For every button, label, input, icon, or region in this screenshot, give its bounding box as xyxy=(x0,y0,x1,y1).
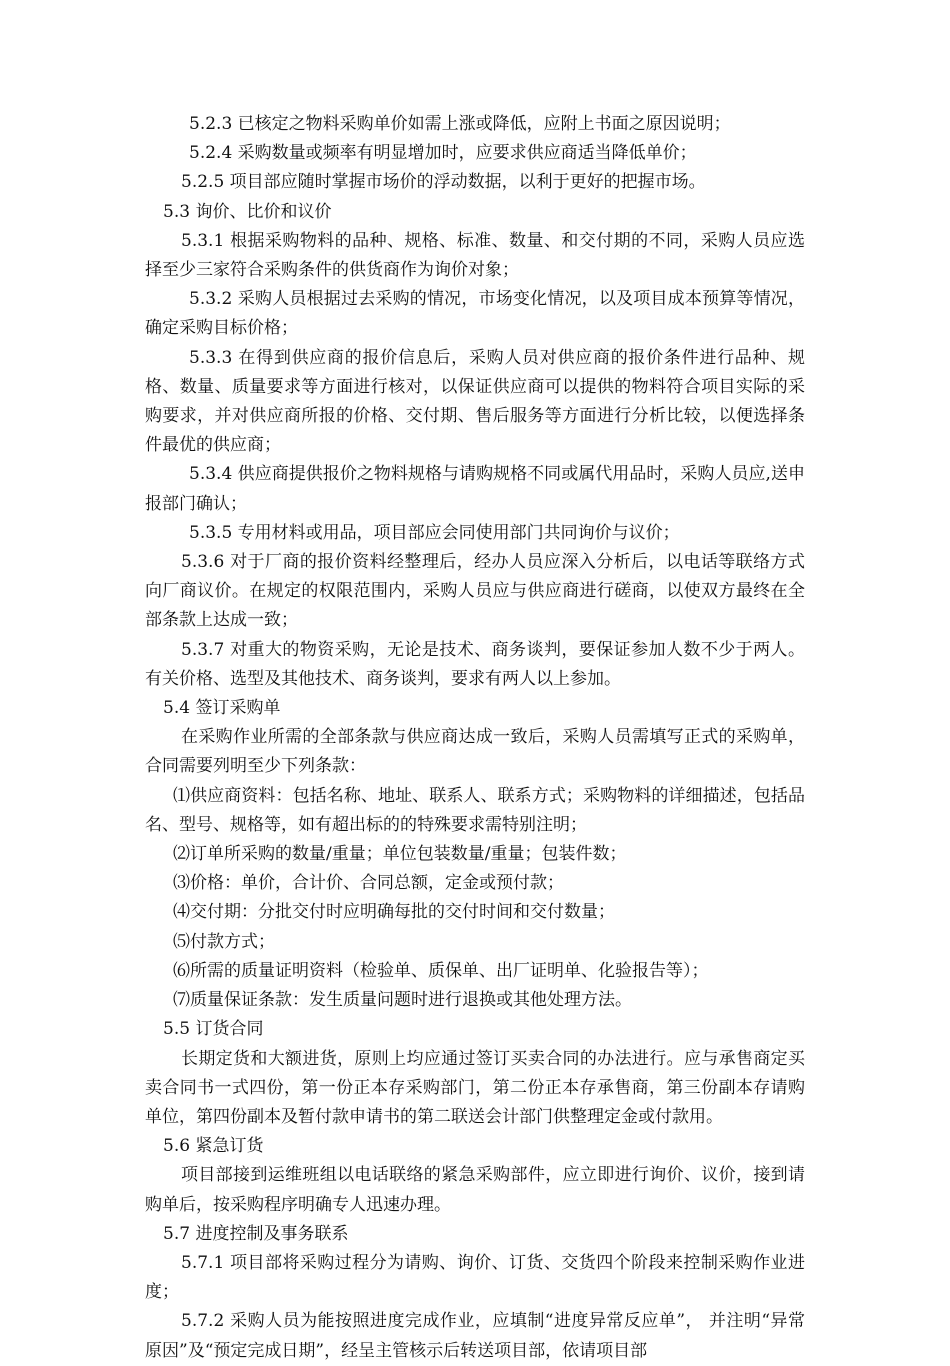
section-heading: 5.3 询价、比价和议价 xyxy=(163,201,332,222)
paragraph: 项目部接到运维班组以电话联络的紧急采购部件，应立即进行询价、议价，接到请购单后，按采购程序明确专人迅速办理。 xyxy=(145,1165,805,1215)
paragraph: ⑶价格：单价，合计价、合同总额，定金或预付款； xyxy=(173,873,564,894)
paragraph: 5.3.2 采购人员根据过去采购的情况，市场变化情况，以及项目成本预算等情况，确定采购目标价格； xyxy=(145,289,805,339)
paragraph: 5.3.6 对于厂商的报价资料经整理后，经办人员应深入分析后，以电话等联络方式向厂商议价。在规定的权限范围内，采购人员应与供应商进行磋商，以使双方最终在全部条款上达成一致； xyxy=(145,552,805,631)
paragraph: 5.3.5 专用材料或用品，项目部应会同使用部门共同询价与议价； xyxy=(189,522,680,543)
paragraph: 5.7.2 采购人员为能按照进度完成作业，应填制“进度异常反应单”， 并注明“异常原因”及“预定完成日期”，经呈主管核示后转送项目部，依请项目部 xyxy=(145,1311,805,1361)
paragraph: 5.3.4 供应商提供报价之物料规格与请购规格不同或属代用品时，采购人员应,送申报部门确认； xyxy=(145,464,805,514)
paragraph: ⑹所需的质量证明资料（检验单、质保单、出厂证明单、化验报告等）； xyxy=(173,960,709,981)
section-heading: 5.4 签订采购单 xyxy=(163,698,281,719)
document-body xyxy=(145,110,805,1366)
section-heading: 5.5 订货合同 xyxy=(163,1019,264,1040)
paragraph: 在采购作业所需的全部条款与供应商达成一致后，采购人员需填写正式的采购单，合同需要列明至少下列条款： xyxy=(145,727,805,777)
paragraph: 5.2.3 已核定之物料采购单价如需上涨或降低，应附上书面之原因说明； xyxy=(189,114,731,134)
paragraph: 5.3.3 在得到供应商的报价信息后，采购人员对供应商的报价条件进行品种、规格、数量、质量要求等方面进行核对，以保证供应商可以提供的物料符合项目实际的采购要求，并对供应商所报的价格、交付期、售后服务等方面进行分析比较，以便选择条件最优的供应商； xyxy=(145,347,805,456)
paragraph: ⑷交付期：分批交付时应明确每批的交付时间和交付数量； xyxy=(173,902,615,923)
paragraph: ⑸付款方式； xyxy=(173,931,275,952)
paragraph: 5.2.4 采购数量或频率有明显增加时，应要求供应商适当降低单价； xyxy=(189,143,697,164)
section-heading: 5.7 进度控制及事务联系 xyxy=(163,1223,349,1244)
paragraph: 5.7.1 项目部将采购过程分为请购、询价、订货、交货四个阶段来控制采购作业进度； xyxy=(145,1252,805,1303)
paragraph: 5.3.1 根据采购物料的品种、规格、标准、数量、和交付期的不同，采购人员应选择至少三家符合采购条件的供货商作为询价对象； xyxy=(145,230,805,281)
paragraph: ⑴供应商资料：包括名称、地址、联系人、联系方式；采购物料的详细描述，包括品名、型号、规格等，如有超出标的的特殊要求需特别注明； xyxy=(145,785,805,835)
paragraph: 5.3.7 对重大的物资采购，无论是技术、商务谈判，要保证参加人数不少于两人。有关价格、选型及其他技术、商务谈判，要求有两人以上参加。 xyxy=(145,639,805,689)
paragraph: 5.2.5 项目部应随时掌握市场价的浮动数据，以利于更好的把握市场。 xyxy=(181,172,706,193)
paragraph: ⑵订单所采购的数量/重量；单位包装数量/重量；包装件数； xyxy=(173,844,627,865)
paragraph: 长期定货和大额进货，原则上均应通过签订买卖合同的办法进行。应与承售商定买卖合同书一式四份，第一份正本存采购部门，第二份正本存承售商，第三份副本存请购单位，第四份副本及暂付款申请书的第二联送会计部门供整理定金或付款用。 xyxy=(145,1048,805,1127)
section-heading: 5.6 紧急订货 xyxy=(163,1136,264,1157)
paragraph: ⑺质量保证条款：发生质量问题时进行退换或其他处理方法。 xyxy=(173,990,632,1011)
